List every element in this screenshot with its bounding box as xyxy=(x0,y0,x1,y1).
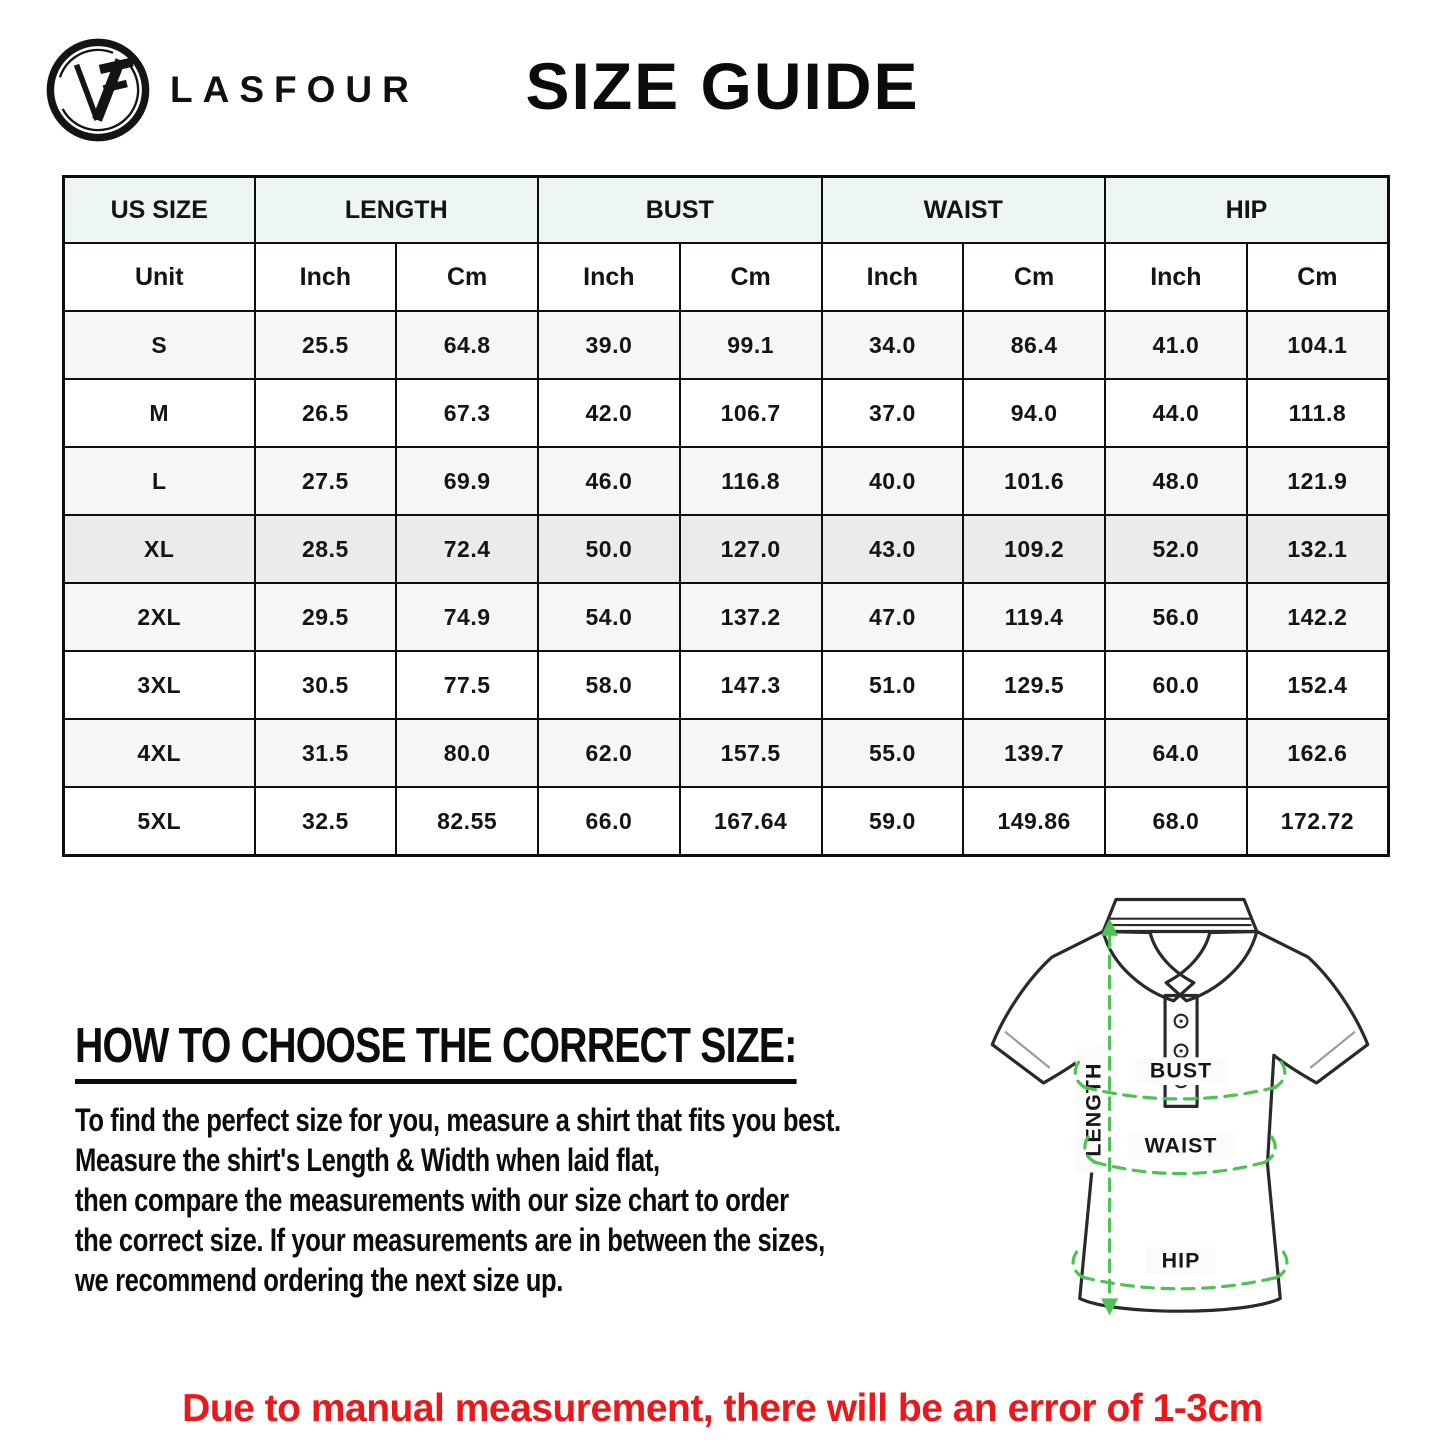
how-to-section xyxy=(75,1018,1005,1300)
measurement-cell: 46.0 xyxy=(538,447,680,515)
size-label: L xyxy=(64,447,255,515)
measurement-cell: 152.4 xyxy=(1247,651,1389,719)
measurement-cell: 26.5 xyxy=(255,379,397,447)
measurement-cell: 74.9 xyxy=(396,583,538,651)
measurement-cell: 149.86 xyxy=(963,787,1105,856)
measurement-cell: 31.5 xyxy=(255,719,397,787)
measurement-cell: 27.5 xyxy=(255,447,397,515)
measurement-cell: 28.5 xyxy=(255,515,397,583)
measurement-cell: 32.5 xyxy=(255,787,397,856)
measurement-cell: 37.0 xyxy=(822,379,964,447)
measurement-cell: 59.0 xyxy=(822,787,964,856)
length-label: LENGTH xyxy=(1081,1062,1106,1157)
unit-cell: Inch xyxy=(538,243,680,311)
measurement-cell: 51.0 xyxy=(822,651,964,719)
size-row-s xyxy=(64,311,1389,379)
measurement-cell: 41.0 xyxy=(1105,311,1247,379)
size-row-l xyxy=(64,447,1389,515)
measurement-cell: 66.0 xyxy=(538,787,680,856)
measurement-cell: 167.64 xyxy=(680,787,822,856)
size-row-2xl xyxy=(64,583,1389,651)
col-header-us-size: US SIZE xyxy=(64,177,255,244)
measurement-cell: 142.2 xyxy=(1247,583,1389,651)
shirt-measurement-diagram xyxy=(945,876,1415,1388)
measurement-cell: 52.0 xyxy=(1105,515,1247,583)
hip-label: HIP xyxy=(1161,1248,1201,1273)
size-row-m xyxy=(64,379,1389,447)
measurement-cell: 43.0 xyxy=(822,515,964,583)
size-row-4xl xyxy=(64,719,1389,787)
size-row-xl xyxy=(64,515,1389,583)
unit-cell: Inch xyxy=(822,243,964,311)
size-label: S xyxy=(64,311,255,379)
measurement-cell: 101.6 xyxy=(963,447,1105,515)
measurement-cell: 147.3 xyxy=(680,651,822,719)
size-label: 3XL xyxy=(64,651,255,719)
brand-name: LASFOUR xyxy=(170,69,419,110)
how-to-heading: HOW TO CHOOSE THE CORRECT SIZE: xyxy=(75,1018,796,1084)
table-group-header-row xyxy=(64,177,1389,244)
measurement-cell: 25.5 xyxy=(255,311,397,379)
measurement-cell: 50.0 xyxy=(538,515,680,583)
unit-cell: Cm xyxy=(963,243,1105,311)
measurement-cell: 157.5 xyxy=(680,719,822,787)
howto-line: the correct size. If your measurements are in between the sizes, xyxy=(75,1222,825,1258)
measurement-cell: 82.55 xyxy=(396,787,538,856)
measurement-cell: 55.0 xyxy=(822,719,964,787)
unit-cell: Cm xyxy=(1247,243,1389,311)
size-label: M xyxy=(64,379,255,447)
size-label: 5XL xyxy=(64,787,255,856)
table-unit-row xyxy=(64,243,1389,311)
col-header-waist: WAIST xyxy=(822,177,1106,244)
measurement-cell: 104.1 xyxy=(1247,311,1389,379)
measurement-cell: 56.0 xyxy=(1105,583,1247,651)
page-title: SIZE GUIDE xyxy=(525,49,920,123)
measurement-cell: 44.0 xyxy=(1105,379,1247,447)
measurement-cell: 80.0 xyxy=(396,719,538,787)
unit-cell: Cm xyxy=(396,243,538,311)
unit-cell: Cm xyxy=(680,243,822,311)
measurement-cell: 137.2 xyxy=(680,583,822,651)
measurement-cell: 69.9 xyxy=(396,447,538,515)
measurement-cell: 127.0 xyxy=(680,515,822,583)
howto-line: Measure the shirt's Length & Width when laid flat, xyxy=(75,1142,660,1178)
measurement-cell: 30.5 xyxy=(255,651,397,719)
measurement-cell: 132.1 xyxy=(1247,515,1389,583)
measurement-cell: 67.3 xyxy=(396,379,538,447)
measurement-cell: 72.4 xyxy=(396,515,538,583)
measurement-cell: 64.0 xyxy=(1105,719,1247,787)
measurement-cell: 54.0 xyxy=(538,583,680,651)
measurement-cell: 64.8 xyxy=(396,311,538,379)
size-label: 2XL xyxy=(64,583,255,651)
size-label: 4XL xyxy=(64,719,255,787)
measurement-cell: 162.6 xyxy=(1247,719,1389,787)
measurement-cell: 58.0 xyxy=(538,651,680,719)
measurement-cell: 40.0 xyxy=(822,447,964,515)
measurement-cell: 139.7 xyxy=(963,719,1105,787)
col-header-hip: HIP xyxy=(1105,177,1389,244)
col-header-length: LENGTH xyxy=(255,177,539,244)
measurement-cell: 68.0 xyxy=(1105,787,1247,856)
waist-label: WAIST xyxy=(1144,1133,1218,1158)
measurement-cell: 129.5 xyxy=(963,651,1105,719)
measurement-cell: 172.72 xyxy=(1247,787,1389,856)
measurement-cell: 48.0 xyxy=(1105,447,1247,515)
size-row-3xl xyxy=(64,651,1389,719)
size-table xyxy=(62,175,1390,857)
howto-line: To find the perfect size for you, measure a shirt that fits you best. xyxy=(75,1102,841,1138)
measurement-cell: 29.5 xyxy=(255,583,397,651)
size-row-5xl xyxy=(64,787,1389,856)
measurement-cell: 119.4 xyxy=(963,583,1105,651)
size-table-body xyxy=(64,311,1389,856)
manual-measurement-note: Due to manual measurement, there will be an error of 1-3cm xyxy=(182,1387,1263,1430)
measurement-cell: 116.8 xyxy=(680,447,822,515)
measurement-cell: 77.5 xyxy=(396,651,538,719)
measurement-cell: 39.0 xyxy=(538,311,680,379)
measurement-cell: 99.1 xyxy=(680,311,822,379)
howto-lines xyxy=(75,1100,1005,1300)
howto-line: we recommend ordering the next size up. xyxy=(75,1262,563,1298)
measurement-cell: 60.0 xyxy=(1105,651,1247,719)
measurement-cell: 86.4 xyxy=(963,311,1105,379)
measurement-cell: 111.8 xyxy=(1247,379,1389,447)
unit-label: Unit xyxy=(64,243,255,311)
measurement-cell: 121.9 xyxy=(1247,447,1389,515)
measurement-cell: 94.0 xyxy=(963,379,1105,447)
size-label: XL xyxy=(64,515,255,583)
col-header-bust: BUST xyxy=(538,177,822,244)
bust-label: BUST xyxy=(1149,1058,1213,1083)
howto-line: then compare the measurements with our size chart to order xyxy=(75,1182,789,1218)
measurement-cell: 106.7 xyxy=(680,379,822,447)
measurement-cell: 42.0 xyxy=(538,379,680,447)
measurement-cell: 109.2 xyxy=(963,515,1105,583)
unit-cell: Inch xyxy=(1105,243,1247,311)
measurement-cell: 47.0 xyxy=(822,583,964,651)
measurement-cell: 62.0 xyxy=(538,719,680,787)
measurement-cell: 34.0 xyxy=(822,311,964,379)
unit-cell: Inch xyxy=(255,243,397,311)
